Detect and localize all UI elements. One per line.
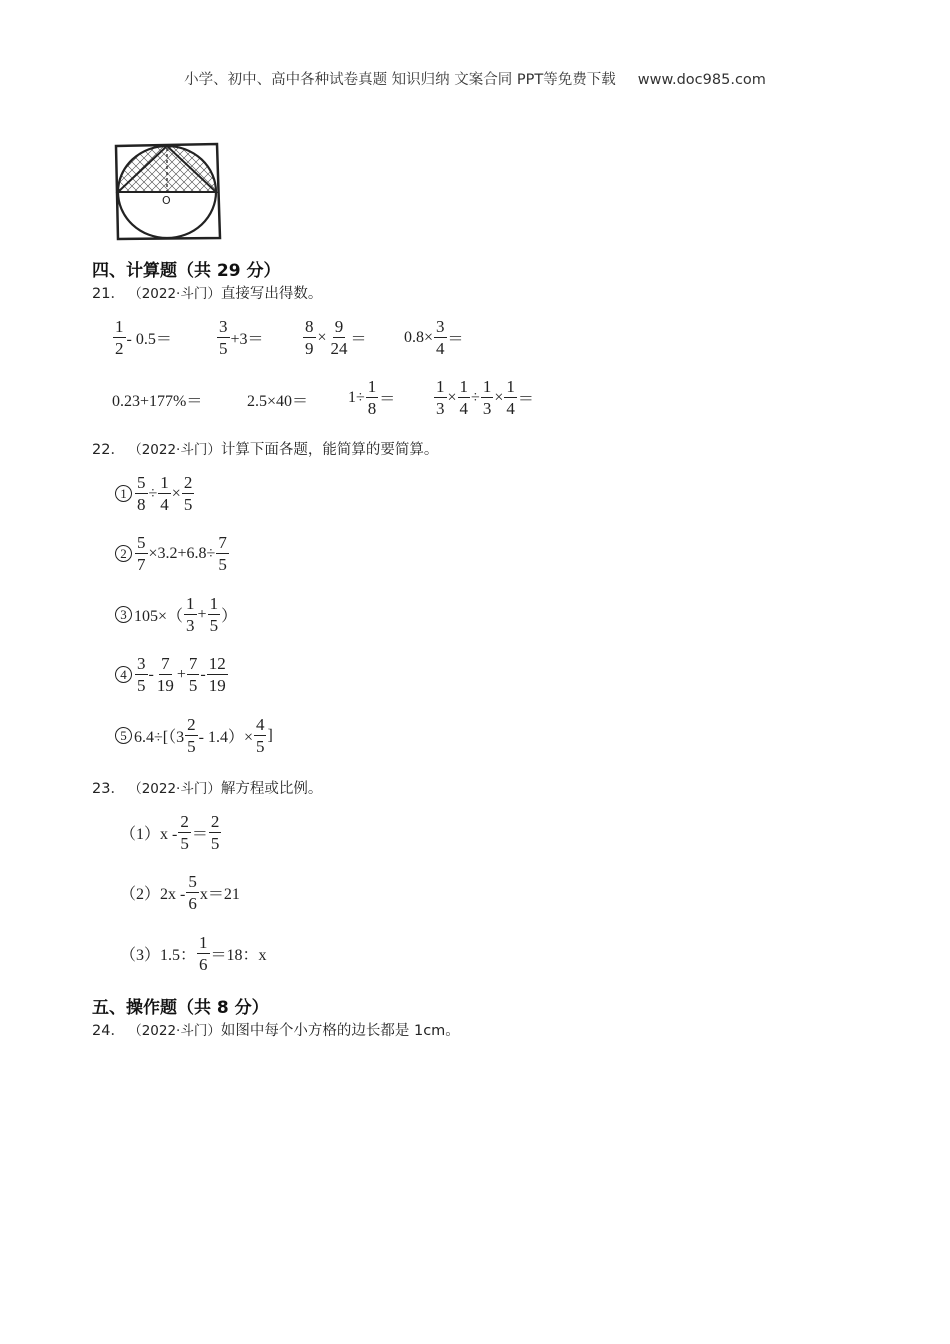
section-title-calc: 四、计算题（共 29 分） — [92, 261, 281, 281]
q22-item-2: 2 $\frac{5}{7}$ ×3.2+6.8÷ $\frac{7}{5}$ — [115, 534, 230, 573]
question-source: （2022·斗门） — [134, 286, 221, 302]
q23-eq-2: （2）2x - 5 6 x＝21 — [120, 872, 240, 913]
question-number: 23． — [92, 781, 125, 797]
question-24 — [92, 1019, 460, 1040]
q22-item-5: 5 6.4÷[（3 2 5 - 1.4）× $\frac{4}{5}$ ] — [115, 716, 273, 755]
q23-eq-1: （1）x - 2 5 ＝ 2 5 — [120, 812, 220, 853]
fraction: $\frac{8}{9}$ — [305, 317, 314, 358]
fraction: $\frac{1}{3}$ — [436, 377, 445, 418]
fraction: $\frac{9}{24}$ — [330, 317, 348, 358]
fraction: $\frac{1}{3}$ — [482, 377, 492, 418]
question-21 — [92, 282, 322, 303]
question-text: 直接写出得数。 — [220, 286, 323, 302]
question-text: 计算下面各题，能简算的要简算。 — [220, 442, 439, 458]
circle-square-figure — [112, 142, 224, 242]
section-title-operation: 五、操作题（共 8 分） — [92, 998, 269, 1018]
fraction: $\frac{1}{4}$ — [506, 377, 515, 418]
circled-number: 2 — [115, 545, 132, 562]
question-23 — [92, 777, 322, 798]
q21-r1-a: 1 2 - 0.5＝ — [115, 317, 172, 358]
fraction: $\frac{1}{8}$ — [367, 377, 377, 418]
page-header — [0, 68, 950, 89]
q21-r1-b: 3 5 +3＝ — [219, 317, 264, 358]
q23-eq-3: （3）1.5： 1 6 ＝18：x — [120, 933, 267, 974]
fraction: 3 5 — [219, 317, 228, 358]
circled-number: 5 — [115, 727, 132, 744]
q21-r2-b: 2.5×40＝ — [247, 392, 309, 410]
question-number: 22． — [92, 442, 125, 458]
question-source: （2022·斗门） — [134, 781, 221, 797]
q22-item-4: 4 3 5 - 7 19 + $\frac{7}{5}$ - 12 19 — [115, 655, 229, 694]
q21-r1-e: 0.8× $\frac{3}{4}$ ＝ — [404, 317, 464, 358]
q22-item-3: 3 105×（ 1 3 + $\frac{1}{5}$ ） — [115, 595, 237, 634]
question-text: 如图中每个小方格的边长都是 1cm。 — [220, 1023, 460, 1039]
question-22 — [92, 438, 438, 459]
fraction: $\frac{3}{4}$ — [436, 317, 445, 358]
q22-item-1: 1 $\frac{5}{8}$ ÷ $\frac{1}{4}$ × $\frac{2}{5}$ — [115, 474, 195, 513]
question-number: 21． — [92, 286, 125, 302]
header-text: 小学、初中、高中各种试卷真题 知识归纳 文案合同 PPT等免费下载 — [184, 72, 616, 88]
circled-number: 3 — [115, 606, 132, 623]
fraction: $\frac{1}{4}$ — [459, 377, 469, 418]
center-label: O — [162, 194, 171, 207]
q21-r2-e: $\frac{1}{3}$ × $\frac{1}{4}$ ÷ $\frac{1}{3}$ × $\frac{1}{4}$ ＝ — [436, 377, 534, 418]
q21-r2-c: 1÷ $\frac{1}{8}$ ＝ — [348, 377, 396, 418]
question-source: （2022·斗门） — [134, 442, 221, 458]
question-text: 解方程或比例。 — [220, 781, 323, 797]
fraction: 1 2 — [115, 317, 124, 358]
q21-r2-a: 0.23+177%＝ — [112, 392, 203, 410]
circled-number: 4 — [115, 666, 132, 683]
header-site: www.doc985.com — [637, 72, 766, 88]
question-number: 24． — [92, 1023, 125, 1039]
q21-r1-c: $\frac{8}{9}$ × $\frac{9}{24}$ ＝ — [305, 317, 367, 358]
question-source: （2022·斗门） — [134, 1023, 221, 1039]
circled-number: 1 — [115, 485, 132, 502]
